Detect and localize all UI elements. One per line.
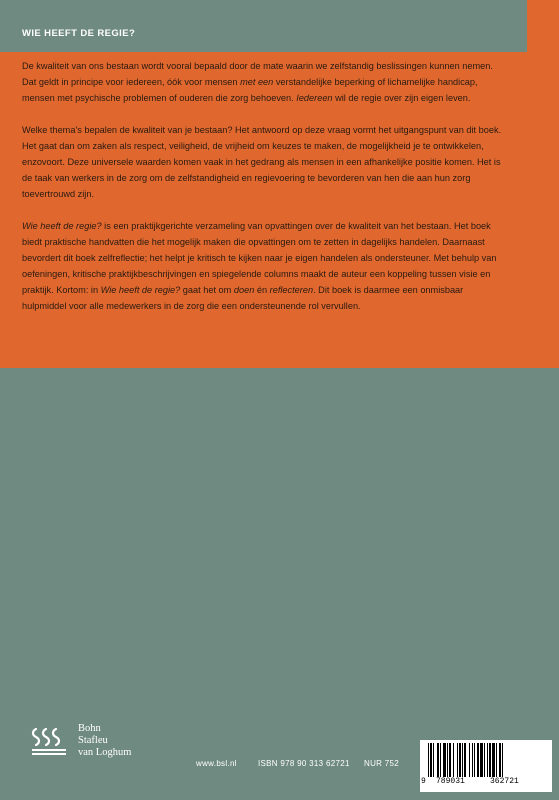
barcode-bar (433, 743, 434, 777)
barcode-bar (430, 743, 432, 777)
nur-code: NUR 752 (364, 759, 400, 768)
publisher-logo (30, 715, 190, 775)
isbn-barcode (420, 740, 552, 792)
barcode-bar (474, 743, 475, 777)
barcode-bar (496, 743, 497, 777)
barcode-bar (437, 743, 439, 777)
title-bar (0, 0, 527, 52)
barcode-bar (489, 743, 491, 777)
barcode-bar (477, 743, 479, 777)
barcode-bar (472, 743, 473, 777)
publisher-website: www.bsl.nl (196, 759, 237, 768)
barcode-digits-right: 362721 (490, 777, 519, 786)
barcode-bar (464, 743, 466, 777)
blurb-paragraph-1: De kwaliteit van ons bestaan wordt vooral bepaald door de mate waarin we zelfstandig beslissingen kunnen nemen. Dat geldt in principe voor iedereen, óók voor mensen met een verstandelijke beperking of lichamelijke handicap, mensen met psychische problemen of ouderen die zorg behoeven. Iedereen wil de regie over zijn eigen leven. (22, 61, 493, 103)
barcode-bar (484, 743, 485, 777)
blurb-paragraph-2: Welke thema's bepalen de kwaliteit van je bestaan? Het antwoord op deze vraag vormt het uitgangspunt van dit boek. Het gaat dan om zaken als respect, veiligheid, de vrijheid om keuzes te maken, de mogelijkheid je te ontwikkelen, enzovoort. Deze universele waarden komen vaak in het gedrang als mensen in een afhankelijke positie komen. Het is de taak van werkers in de zorg om de zelfstandigheid en regievoering te bevorderen van hen die aan hun zorg toevertrouwd zijn. (22, 125, 502, 199)
blurb-text (22, 58, 508, 314)
barcode-bar (469, 743, 470, 777)
barcode-bar (462, 743, 463, 777)
blurb-paragraph-3: Wie heeft de regie? is een praktijkgerichte verzameling van opvattingen over de kwaliteit van het bestaan. Het boek biedt praktische handvatten die het mogelijk maken die opvattingen om te zetten in dagelijks handelen. Daarnaast bevordert dit boek zelfreflectie; het helpt je kritisch te kijken naar je eigen handelen als ondersteuner. Met behulp van oefeningen, kritische praktijkbeschrijvingen en spiegelende columns maakt de auteur een koppeling tussen visie en praktijk. Kortom: in Wie heeft de regie? gaat het om doen én reflecteren. Dit boek is daarmee een onmisbaar hulpmiddel voor alle medewerkers in de zorg die een ondersteunende rol vervullen. (22, 221, 497, 311)
publisher-line-2: Stafleu (78, 735, 108, 746)
barcode-bar (492, 743, 495, 777)
barcode-bar (480, 743, 483, 777)
barcode-bar (447, 743, 448, 777)
publisher-line-1: Bohn (78, 723, 101, 734)
barcode-bar (487, 743, 488, 777)
barcode-bar (499, 743, 501, 777)
barcode-bar (453, 743, 454, 777)
publisher-logo-icon (30, 721, 72, 759)
barcode-bar (440, 743, 441, 777)
barcode-bar (428, 743, 429, 777)
barcode-bars (428, 743, 546, 777)
barcode-bar (457, 743, 458, 777)
publisher-name (78, 723, 131, 759)
orange-side-strip (527, 0, 559, 368)
barcode-digit-first: 9 (421, 777, 426, 786)
barcode-bar (502, 743, 503, 777)
barcode-bar (459, 743, 461, 777)
barcode-bar (449, 743, 451, 777)
isbn-text: ISBN 978 90 313 62721 (258, 759, 350, 768)
book-title: WIE HEEFT DE REGIE? (22, 28, 136, 39)
publisher-line-3: van Loghum (78, 747, 132, 758)
barcode-bar (443, 743, 446, 777)
barcode-digits-left: 789031 (436, 777, 465, 786)
